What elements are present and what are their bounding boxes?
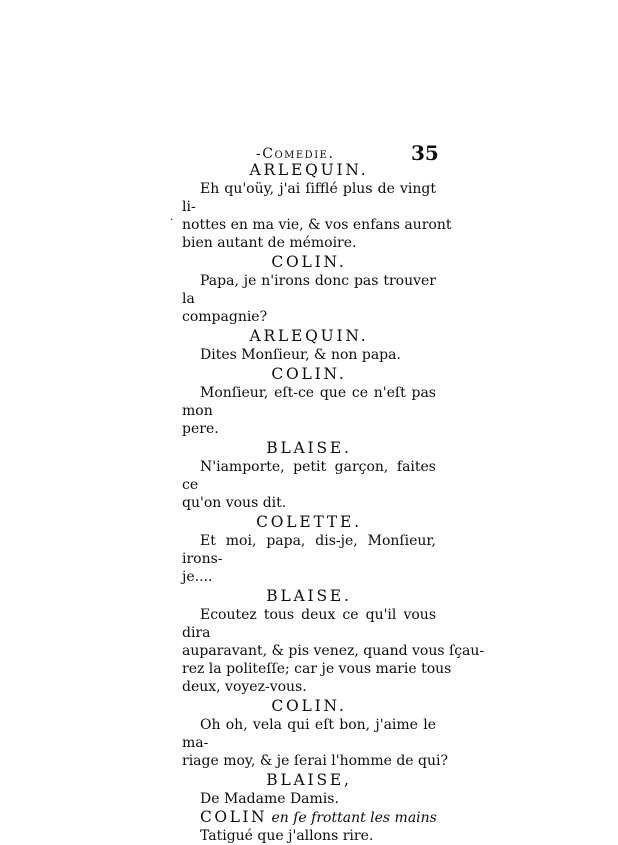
dialogue-line: Dites Monſieur, & non papa.	[200, 347, 401, 363]
play-text	[182, 160, 485, 845]
dialogue-line: nottes en ma vie, & vos enfans auront	[182, 217, 452, 233]
speaker-name: ARLEQUIN.	[249, 327, 369, 345]
speaker-name: COLIN.	[271, 697, 347, 715]
dialogue-line: Ecoutez tous deux ce qu'il vous dira	[182, 607, 436, 641]
dialogue-line: je....	[182, 569, 213, 585]
dialogue-line: Monſieur, eſt-ce que ce n'eſt pas mon	[182, 385, 436, 419]
speaker-name: COLIN.	[271, 253, 347, 271]
dialogue-line: qu'on vous dit.	[182, 495, 287, 511]
dialogue-line: compagnie?	[182, 309, 268, 325]
dialogue-line: riage moy, & je ſerai l'homme de qui?	[182, 753, 449, 769]
stage-direction: en ſe frottant les mains	[271, 810, 437, 826]
dialogue-line: pere.	[182, 421, 219, 437]
dialogue-line: auparavant, & pis venez, quand vous ſçau-	[182, 643, 485, 659]
speaker-name: BLAISE,	[266, 771, 352, 789]
speaker-name: COLIN.	[271, 365, 347, 383]
page-number: 35	[411, 141, 439, 165]
dialogue-line: Eh qu'oüy, j'ai ſifflé plus de vingt li-	[182, 181, 436, 215]
dialogue-line: N'iamporte, petit garçon, faites ce	[182, 459, 436, 493]
dialogue-line: deux, voyez-vous.	[182, 679, 307, 695]
dialogue-line: Papa, je n'irons donc pas trouver la	[182, 273, 436, 307]
running-head: -Comedie.	[256, 146, 335, 162]
dialogue-line: Et moi, papa, dis-je, Monſieur, irons-	[182, 533, 436, 567]
dialogue-line: De Madame Damis.	[200, 791, 339, 807]
dialogue-line: Oh oh, vela qui eſt bon, j'aime le ma-	[182, 717, 436, 751]
dialogue-line: Tatigué que j'allons rire.	[200, 828, 374, 844]
dialogue-line: bien autant de mémoire.	[182, 235, 357, 251]
margin-mark: ·	[170, 215, 174, 226]
speaker-name: BLAISE.	[266, 439, 352, 457]
speaker-name: BLAISE.	[266, 587, 352, 605]
speaker-name: COLIN	[200, 808, 268, 826]
speaker-with-stage-direction	[182, 808, 436, 827]
dialogue-line: rez la politeſſe; car je vous marie tous	[182, 661, 452, 677]
speaker-name: ARLEQUIN.	[249, 161, 369, 179]
speaker-name: COLETTE.	[256, 513, 362, 531]
